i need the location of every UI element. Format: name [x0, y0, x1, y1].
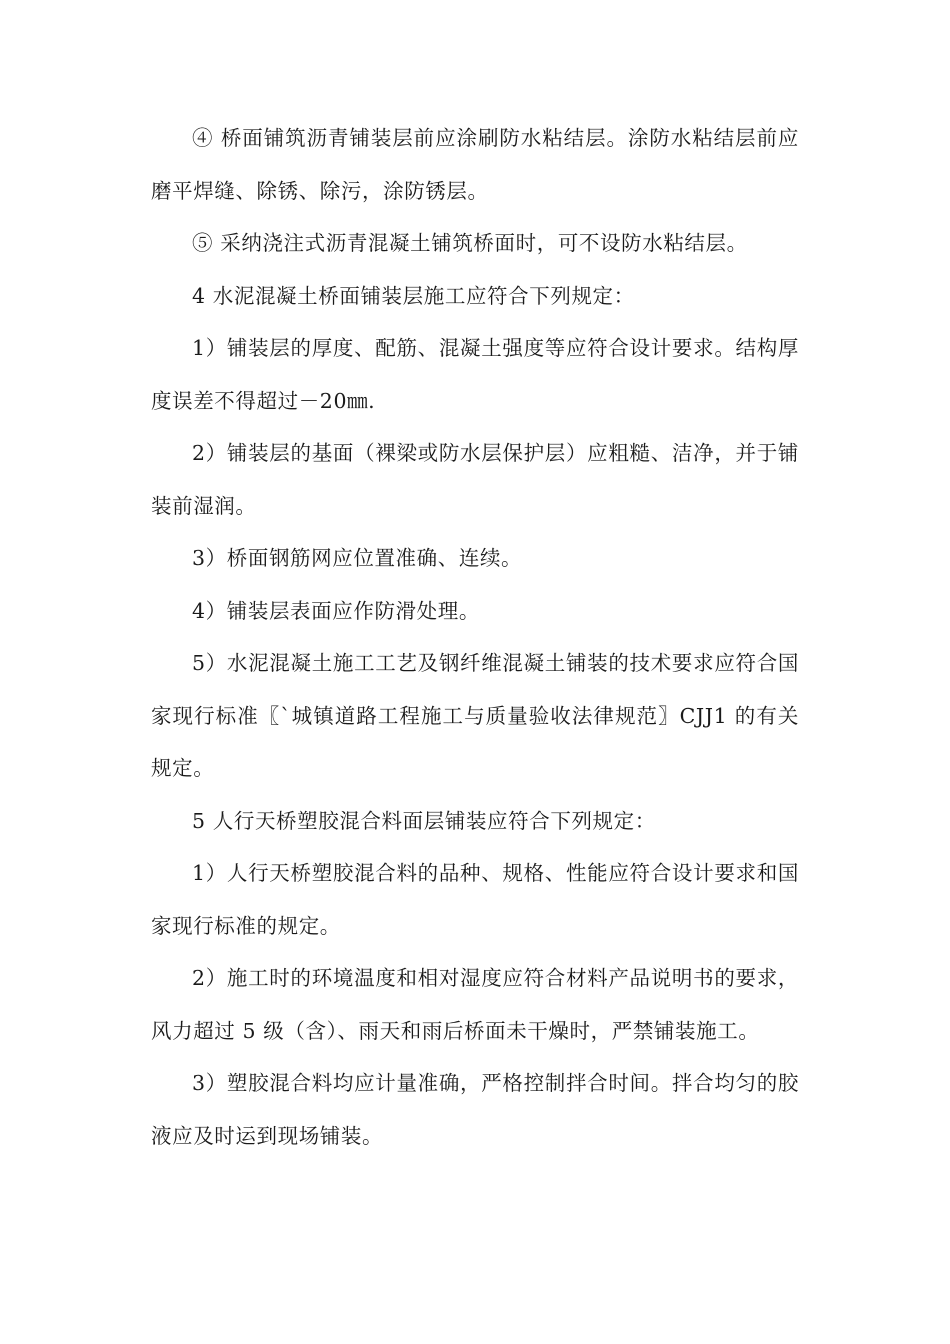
paragraph-section-4-heading: 4 水泥混凝土桥面铺装层施工应符合下列规定：: [192, 283, 635, 308]
paragraph-section-5-heading: 5 人行天桥塑胶混合料面层铺装应符合下列规定：: [192, 808, 656, 833]
paragraph-5-1-materials: 1）人行天桥塑胶混合料的品种、规格、性能应符合设计要求和国家现行标准的规定。: [151, 861, 799, 938]
paragraph-4-2-base-surface: 2）铺装层的基面（裸梁或防水层保护层）应粗糙、洁净，并于铺装前湿润。: [151, 441, 799, 518]
paragraph-4-3-rebar-mesh: 3）桥面钢筋网应位置准确、连续。: [192, 546, 523, 570]
paragraph-poured-asphalt: ⑤ 采纳浇注式沥青混凝土铺筑桥面时，可不设防水粘结层。: [192, 231, 748, 255]
paragraph-5-2-environment: 2）施工时的环境温度和相对湿度应符合材料产品说明书的要求，风力超过 5 级（含）、雨天和雨后桥面未干燥时，严禁铺装施工。: [151, 966, 799, 1043]
paragraph-5-3-mixing: 3）塑胶混合料均应计量准确，严格控制拌合时间。拌合均匀的胶液应及时运到现场铺装。: [151, 1071, 799, 1148]
document-body: [151, 112, 799, 1162]
paragraph-4-4-anti-slip: 4）铺装层表面应作防滑处理。: [192, 598, 480, 623]
paragraph-4-5-standards: 5）水泥混凝土施工工艺及钢纤维混凝土铺装的技术要求应符合国家现行标准〖`城镇道路工程施工与质量验收法律规范〗CJJ1 的有关规定。: [151, 651, 799, 780]
paragraph-waterproof-bonding: ④ 桥面铺筑沥青铺装层前应涂刷防水粘结层。涂防水粘结层前应磨平焊缝、除锈、除污，涂防锈层。: [151, 126, 799, 203]
paragraph-4-1-thickness: 1）铺装层的厚度、配筋、混凝土强度等应符合设计要求。结构厚度误差不得超过－20㎜.: [151, 336, 799, 413]
